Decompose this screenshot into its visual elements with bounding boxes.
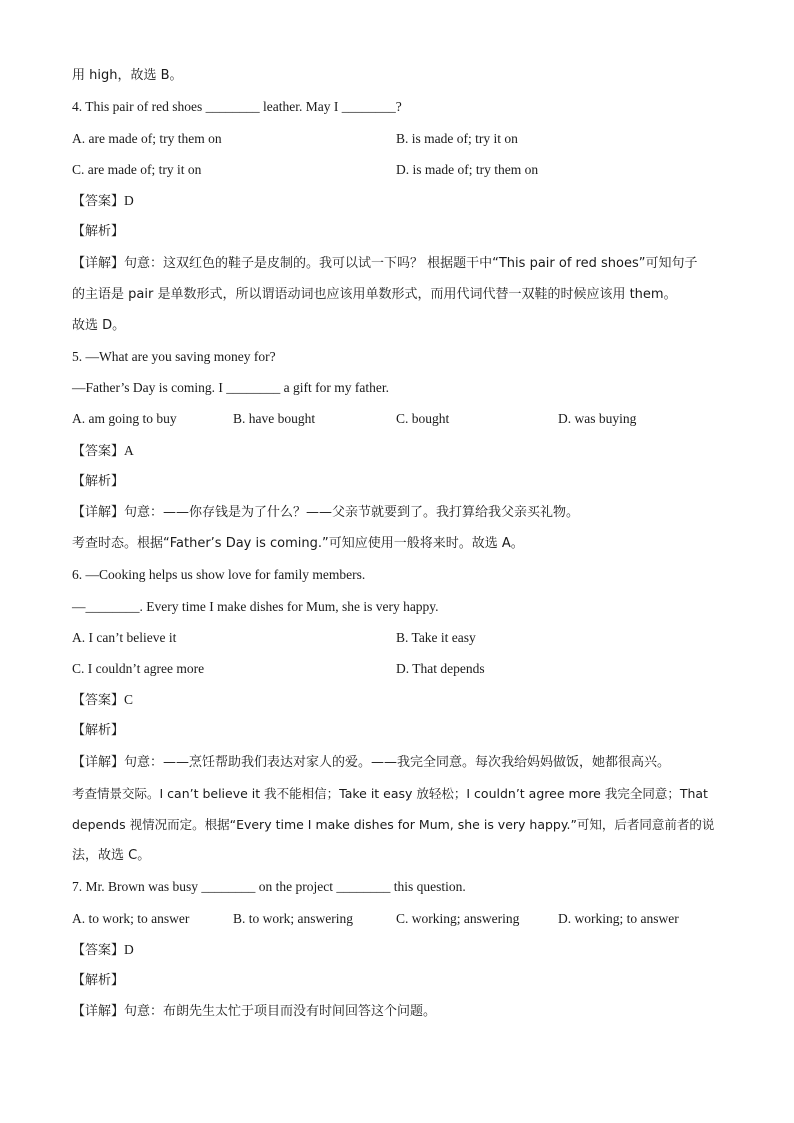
q7-option-d: D. working; to answer (558, 911, 679, 926)
q7-analysis-tag: 【解析】 (72, 973, 125, 988)
q5-stem-line-2: —Father’s Day is coming. I ________ a gift for my father. (72, 380, 389, 395)
answer-tag: 【答案】 (72, 194, 125, 209)
q7-option-c: C. working; answering (396, 911, 520, 926)
q6-option-d: D. That depends (396, 661, 485, 676)
q4-detail-line-2: 的主语是 pair 是单数形式，所以谓语动词也应该用单数形式，而用代词代替一双鞋的时候应该用 them。 (72, 287, 677, 302)
q6-analysis-tag: 【解析】 (72, 723, 125, 738)
q4-detail-line-3: 故选 D。 (72, 318, 126, 333)
q4-option-a: A. are made of; try them on (72, 131, 222, 146)
q6-detail-line-1: 【详解】句意：——烹饪帮助我们表达对家人的爱。——我完全同意。每次我给妈妈做饭，她都很高兴。 (72, 755, 671, 770)
q6-answer (72, 691, 133, 710)
q5-option-c: C. bought (396, 411, 450, 426)
answer-value: D (124, 942, 134, 957)
prev-answer-conclusion: 用 high，故选 B。 (72, 68, 183, 83)
q4-option-d: D. is made of; try them on (396, 162, 539, 177)
q7-stem: 7. Mr. Brown was busy ________ on the project ________ this question. (72, 879, 466, 894)
q4-stem: 4. This pair of red shoes ________ leather. May I ________? (72, 99, 402, 114)
q4-analysis-tag: 【解析】 (72, 224, 125, 239)
answer-tag: 【答案】 (72, 943, 125, 958)
q4-answer (72, 192, 134, 211)
q5-detail-line-1: 【详解】句意：——你存钱是为了什么？——父亲节就要到了。我打算给我父亲买礼物。 (72, 505, 580, 520)
q4-option-b: B. is made of; try it on (396, 131, 518, 146)
q4-option-c: C. are made of; try it on (72, 162, 202, 177)
q6-option-c: C. I couldn’t agree more (72, 661, 205, 676)
q6-stem-line-1: 6. —Cooking helps us show love for family members. (72, 567, 366, 582)
q7-option-b: B. to work; answering (233, 911, 353, 926)
q6-stem-line-2: —________. Every time I make dishes for Mum, she is very happy. (72, 599, 439, 614)
answer-value: C (124, 692, 134, 707)
answer-tag: 【答案】 (72, 693, 125, 708)
q6-option-b: B. Take it easy (396, 630, 476, 645)
q6-detail-line-2: 考查情景交际。I can’t believe it 我不能相信；Take it easy 放轻松；I couldn’t agree more 我完全同意；That (72, 786, 708, 801)
answer-value: D (124, 193, 134, 208)
q5-option-a: A. am going to buy (72, 411, 177, 426)
q7-answer (72, 941, 134, 960)
q7-option-a: A. to work; to answer (72, 911, 190, 926)
q6-option-a: A. I can’t believe it (72, 630, 177, 645)
q5-answer (72, 442, 134, 461)
q6-detail-line-4: 法，故选 C。 (72, 848, 151, 863)
answer-value: A (124, 443, 134, 458)
q4-detail-line-1: 【详解】句意：这双红色的鞋子是皮制的。我可以试一下吗？ 根据题干中“This pair of red shoes”可知句子 (72, 256, 698, 271)
q5-detail-line-2: 考查时态。根据“Father’s Day is coming.”可知应使用一般将来时。故选 A。 (72, 536, 524, 551)
q5-analysis-tag: 【解析】 (72, 474, 125, 489)
q5-option-d: D. was buying (558, 411, 637, 426)
q5-option-b: B. have bought (233, 411, 316, 426)
q5-stem-line-1: 5. —What are you saving money for? (72, 349, 276, 364)
q6-detail-line-3: depends 视情况而定。根据“Every time I make dishes for Mum, she is very happy.”可知，后者同意前者的说 (72, 817, 715, 832)
answer-tag: 【答案】 (72, 444, 125, 459)
q7-detail-line-1: 【详解】句意：布朗先生太忙于项目而没有时间回答这个问题。 (72, 1004, 437, 1019)
